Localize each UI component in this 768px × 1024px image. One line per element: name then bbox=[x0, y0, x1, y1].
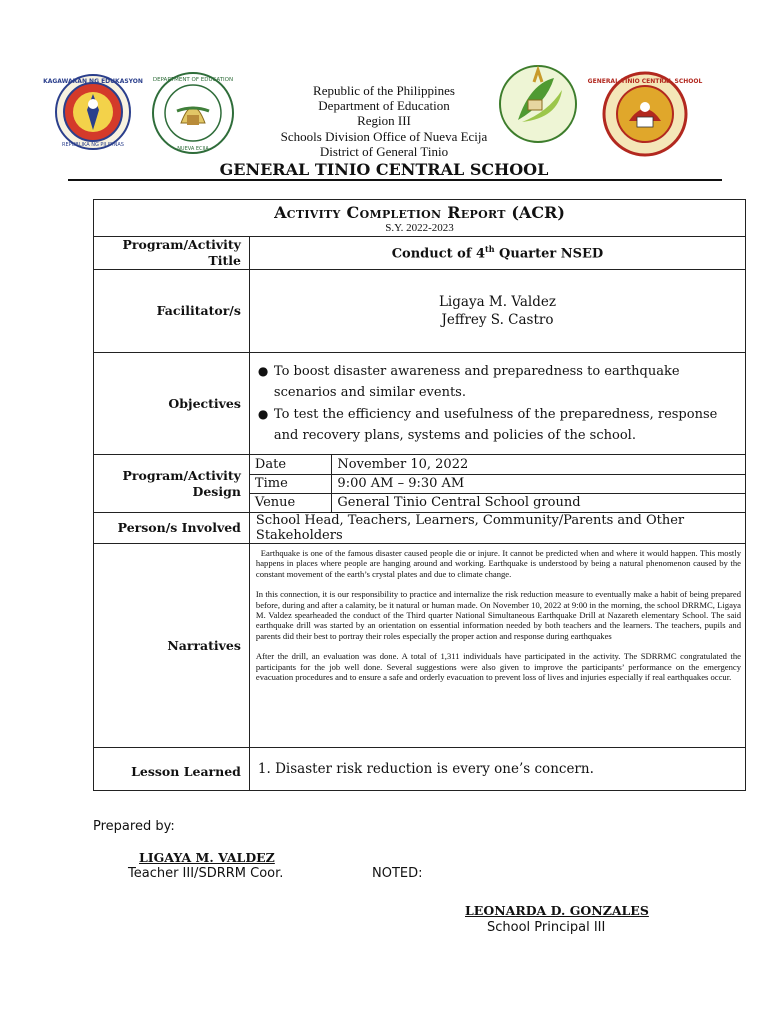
design-key: Venue bbox=[250, 493, 332, 512]
bullet-icon: ● bbox=[257, 364, 269, 378]
header-line-division: Schools Division Office of Nueva Ecija bbox=[280, 129, 488, 144]
svg-text:REPUBLIKA NG PILIPINAS: REPUBLIKA NG PILIPINAS bbox=[62, 142, 124, 148]
facilitator-list bbox=[249, 270, 745, 353]
prepared-by-label: Prepared by: bbox=[93, 819, 175, 834]
design-value: General Tinio Central School ground bbox=[332, 493, 745, 512]
program-title-label: Program/Activity Title bbox=[94, 237, 250, 270]
objective-item: ● To boost disaster awareness and preparedness to earthquake scenarios and similar events. bbox=[274, 361, 737, 403]
report-title: Activity Completion Report (ACR) bbox=[274, 203, 565, 222]
narratives-text bbox=[249, 544, 745, 748]
noter-name: LEONARDA D. GONZALES bbox=[465, 903, 649, 918]
lesson-value: 1. Disaster risk reduction is every one’s concern. bbox=[249, 748, 745, 791]
facilitator-name: Jeffrey S. Castro bbox=[441, 312, 554, 328]
narrative-paragraph: In this connection, it is our responsibility to practice and internalize the risk reduction measure to eventually make a habit of being prepared before, during and after a calamity, be it natural or human made. On November 10, 2022 at 9:00 in the morning, the school DRRMC, Ligaya M. Valdez spearheaded the conduct of the Third quarter National Simultaneous Earthquake Drill at Nazareth elementary School. The said earthquake drill was started by an orientation on essential information needed by both teachers and the learners. The teachers, pupils and parents did their best to portray their roles especially the proper action and response during earthquakes bbox=[255, 589, 741, 641]
noted-label: NOTED: bbox=[372, 866, 423, 881]
header-line-district: District of General Tinio bbox=[319, 144, 449, 159]
school-year: S.Y. 2022-2023 bbox=[385, 222, 454, 234]
narrative-paragraph: After the drill, an evaluation was done. A total of 1,311 individuals have participated in the activity. The SDRRMC congratulated the participants for the job well done. Several suggestions were also given to improve the participants’ performance on the emergency evacuation procedures and to ensure a safe and orderly evacuation to prevent loss of lives and injuries especially if real earthquakes occur. bbox=[255, 651, 741, 683]
persons-label: Person/s Involved bbox=[94, 513, 250, 544]
design-key: Time bbox=[250, 474, 332, 493]
svg-text:NUEVA ECIJA: NUEVA ECIJA bbox=[177, 146, 209, 152]
design-table bbox=[250, 455, 745, 512]
lesson-label: Lesson Learned bbox=[94, 748, 250, 791]
persons-value: School Head, Teachers, Learners, Community/Parents and Other Stakeholders bbox=[249, 513, 745, 544]
svg-text:KAGAWARAN NG EDUKASYON: KAGAWARAN NG EDUKASYON bbox=[43, 78, 143, 85]
objective-item: ● To test the efficiency and usefulness of the preparedness, response and recovery plans, systems and policies of the school. bbox=[274, 404, 737, 446]
narrative-paragraph: Earthquake is one of the famous disaster caused people die or injure. It cannot be predicted when and where it would happen. This mostly happens in places where people are hanging around and working. Earthquake is understood by being a natural phenomenon caused by the constant movement of the earth’s crystal plates and due to climate change. bbox=[255, 548, 744, 579]
bullet-icon: ● bbox=[257, 407, 269, 421]
preparer-name: LIGAYA M. VALDEZ bbox=[139, 850, 275, 865]
design-label: Program/Activity Design bbox=[94, 455, 250, 513]
design-value: 9:00 AM – 9:30 AM bbox=[332, 474, 745, 493]
noter-title: School Principal III bbox=[487, 920, 606, 935]
facilitator-name: Ligaya M. Valdez bbox=[438, 294, 556, 310]
objectives-list bbox=[249, 353, 745, 455]
acr-table bbox=[93, 199, 746, 791]
design-key: Date bbox=[250, 455, 332, 474]
objectives-label: Objectives bbox=[94, 353, 250, 455]
header-line-department: Department of Education bbox=[318, 98, 450, 113]
svg-text:DEPARTMENT OF EDUCATION: DEPARTMENT OF EDUCATION bbox=[152, 77, 234, 83]
preparer-title: Teacher III/SDRRM Coor. bbox=[128, 866, 284, 881]
narratives-label: Narratives bbox=[94, 544, 250, 748]
svg-text:GENERAL TINIO CENTRAL SCHOOL: GENERAL TINIO CENTRAL SCHOOL bbox=[587, 78, 703, 85]
design-cell bbox=[249, 455, 745, 513]
school-name: GENERAL TINIO CENTRAL SCHOOL bbox=[219, 160, 549, 179]
header-divider bbox=[68, 179, 722, 181]
header-line-region: Region III bbox=[357, 113, 411, 128]
facilitator-label: Facilitator/s bbox=[94, 270, 250, 353]
header-line-republic: Republic of the Philippines bbox=[313, 83, 455, 98]
design-value: November 10, 2022 bbox=[332, 455, 745, 474]
acr-title-cell bbox=[94, 200, 746, 237]
program-title-value: Conduct of 4th Quarter NSED bbox=[249, 237, 745, 270]
